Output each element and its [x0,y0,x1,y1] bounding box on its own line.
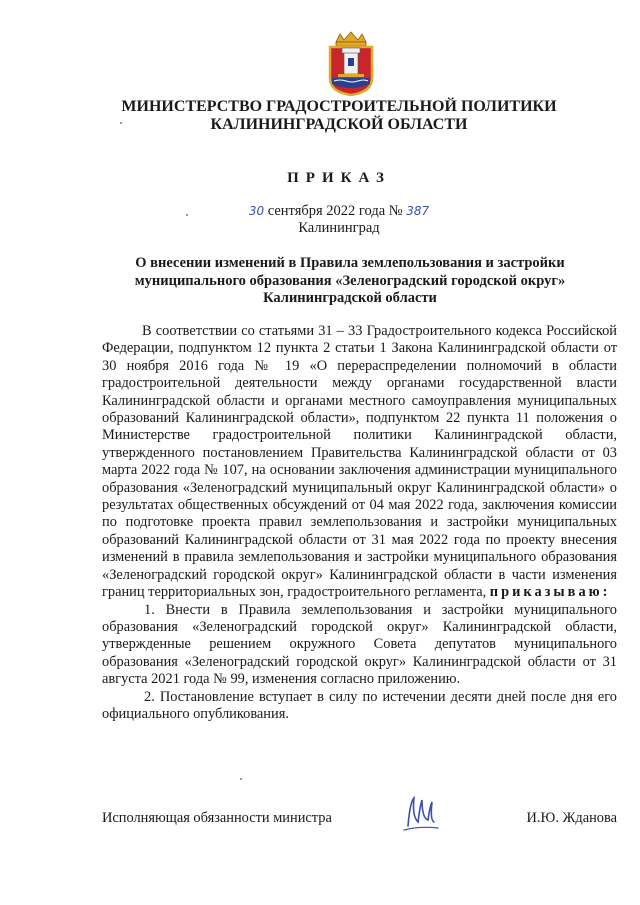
order-item-1: 1. Внести в Правила землепользования и застройки муниципального образования «Зеленоградский городской округ» Калининградской области, утвержденные решением окружного Совета депутатов муниципального образования «Зеленоградский городской округ» Калининградской области от 31 августа 2021 года № 99, изменения согласно приложению. [102,601,617,688]
signature-block [102,810,617,834]
scan-speck [240,778,242,780]
handwritten-day: 30 [248,204,265,218]
order-title: ПРИКАЗ [287,170,391,186]
ministry-line-2: КАЛИНИНГРАДСКОЙ ОБЛАСТИ [210,116,468,133]
order-body [102,323,617,723]
kaliningrad-coat-of-arms-icon [322,30,380,96]
order-subject [110,255,590,308]
handwritten-signature-icon [400,792,440,838]
order-date-line [0,203,640,220]
order-word: приказываю: [489,584,611,601]
preamble-text: В соответствии со статьями 31 – 33 Градостроительного кодекса Российской Федерации, подпунктом 12 пункта 2 статьи 1 Закона Калининградской области от 30 ноября 2016 года № 19 «О перераспределении полномочий в области градостроительной деятельности между органами государственной власти Калининградской области и органами местного самоуправления муниципальных образований Калининградской области», подпунктом 22 пункта 11 положения о Министерстве градостроительной политики Калининградской области, утвержденного постановлением Правительства Калининградской области от 03 марта 2022 года № 107, на основании заключения администрации муниципального образования «Зеленоградский муниципальный округ Калининградской области» о результатах общественных обсуждений от 04 мая 2022 года, заключения комиссии по подготовке проекта правил землепользования и застройки муниципальных образований Калининградской области от 31 мая 2022 года по проекту внесения изменений в правила землепользования и застройки муниципального образования «Зеленоградский городской округ» Калининградской области в части изменения границ территориальных зон, градостроительного регламента, [102,323,617,601]
ministry-line-1: МИНИСТЕРСТВО ГРАДОСТРОИТЕЛЬНОЙ ПОЛИТИКИ [121,98,557,115]
subject-line-2: муниципального образования «Зеленоградский городской округ» [134,272,566,289]
order-date-text: сентября 2022 года № [267,203,403,219]
subject-line-3: Калининградской области [263,290,437,306]
signatory-position: Исполняющая обязанности министра [102,810,332,826]
signatory-name: И.Ю. Жданова [526,810,617,826]
subject-line-1: О внесении изменений в Правила землепользования и застройки [135,255,565,271]
ministry-heading [0,98,640,134]
handwritten-order-number: 387 [406,204,430,218]
preamble-paragraph [102,323,617,602]
order-city: Калининград [298,220,380,236]
order-item-2: 2. Постановление вступает в силу по истечении десяти дней после дня его официального опубликования. [102,688,617,722]
scan-speck [186,214,188,216]
scan-speck [120,122,122,124]
